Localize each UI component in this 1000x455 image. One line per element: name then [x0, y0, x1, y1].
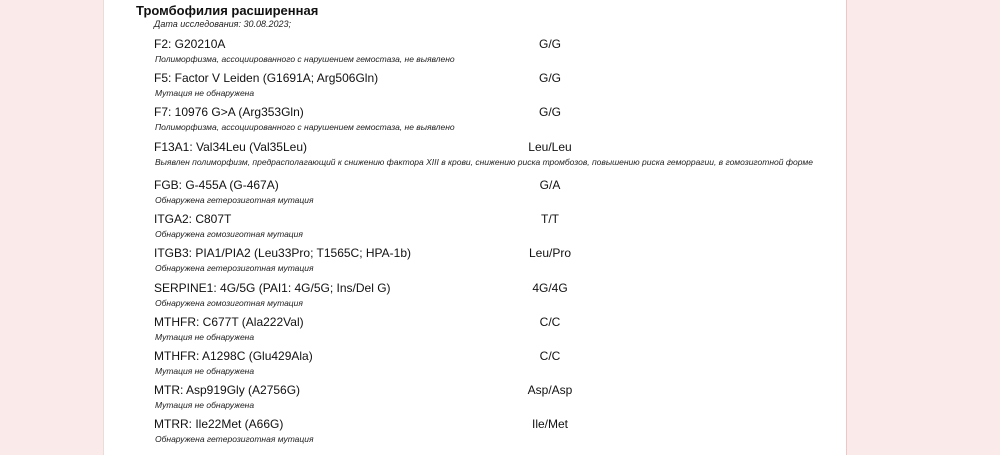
result-note: Обнаружена гетерозиготная мутация: [155, 434, 314, 444]
gene-name: ITGB3: PIA1/PIA2 (Leu33Pro; T1565C; HPA-1b): [154, 246, 412, 260]
genotype-result: C/C: [539, 349, 561, 363]
gene-name: MTRR: Ile22Met (A66G): [154, 417, 284, 431]
study-date: Дата исследования: 30.08.2023;: [154, 19, 292, 29]
gene-name: F13A1: Val34Leu (Val35Leu): [154, 140, 307, 154]
genotype-result: Leu/Leu: [528, 140, 572, 154]
result-note: Обнаружена гомозиготная мутация: [155, 298, 303, 308]
gene-name: F7: 10976 G>A (Arg353Gln): [154, 105, 304, 119]
result-note: Мутация не обнаружена: [155, 88, 255, 98]
genotype-result: T/T: [541, 212, 559, 226]
result-note: Обнаружена гомозиготная мутация: [155, 229, 303, 239]
result-note: Мутация не обнаружена: [155, 400, 255, 410]
result-note: Обнаружена гетерозиготная мутация: [155, 263, 314, 273]
genotype-result: Leu/Pro: [528, 246, 572, 260]
gene-name: F2: G20210A: [154, 37, 226, 51]
genotype-result: G/G: [538, 37, 561, 51]
genotype-result: Ile/Met: [531, 417, 568, 431]
genotype-result: G/G: [538, 71, 561, 85]
gene-name: F5: Factor V Leiden (G1691A; Arg506Gln): [154, 71, 379, 85]
result-note: Выявлен полиморфизм, предрасполагающий к снижению фактора XIII в крови, снижению риска тромбозов, повышению риска геморрагии, в гомозиготной форме: [155, 157, 813, 167]
result-note: Мутация не обнаружена: [155, 332, 255, 342]
gene-name: MTHFR: C677T (Ala222Val): [154, 315, 304, 329]
result-note: Мутация не обнаружена: [155, 366, 255, 376]
genotype-result: Asp/Asp: [527, 383, 573, 397]
gene-name: MTR: Asp919Gly (A2756G): [154, 383, 301, 397]
result-note: Полиморфизма, ассоциированного с нарушением гемостаза, не выявлено: [155, 54, 455, 64]
page-title: Тромбофилия расширенная: [136, 3, 319, 18]
gene-name: MTHFR: A1298C (Glu429Ala): [154, 349, 313, 363]
genotype-result: C/C: [539, 315, 561, 329]
result-note: Обнаружена гетерозиготная мутация: [155, 195, 314, 205]
genotype-result: G/G: [538, 105, 561, 119]
gene-name: FGB: G-455A (G-467A): [154, 178, 279, 192]
gene-name: SERPINE1: 4G/5G (PAI1: 4G/5G; Ins/Del G): [154, 281, 391, 295]
genotype-result: G/A: [539, 178, 561, 192]
document-page: [103, 0, 847, 455]
gene-name: ITGA2: C807T: [154, 212, 232, 226]
result-note: Полиморфизма, ассоциированного с нарушением гемостаза, не выявлено: [155, 122, 455, 132]
genotype-result: 4G/4G: [532, 281, 568, 295]
